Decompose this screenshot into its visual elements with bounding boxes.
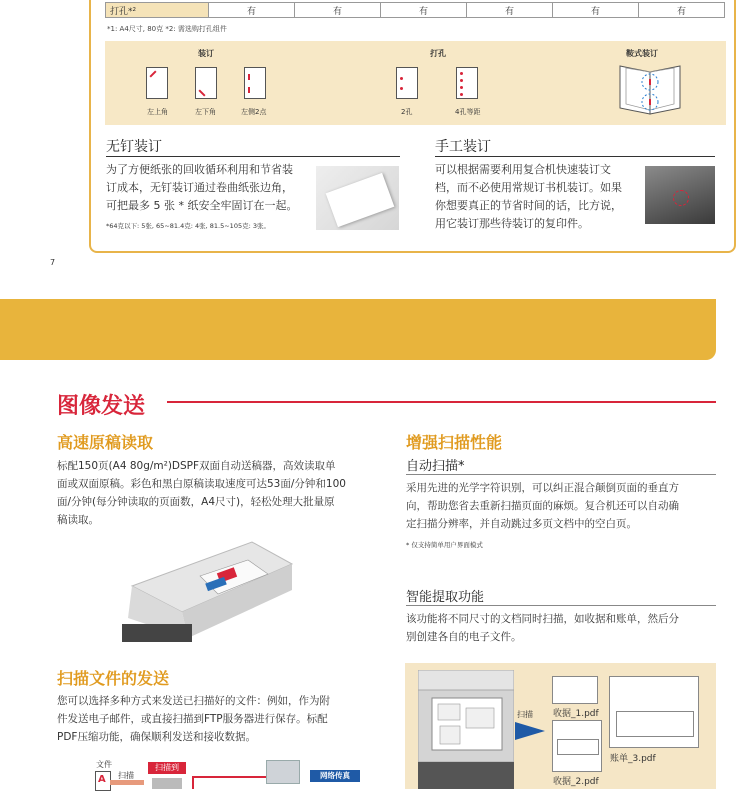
staple-two-point-icon xyxy=(244,67,266,99)
file-label: 账单_3.pdf xyxy=(610,754,656,764)
manual-staple-photo xyxy=(645,166,715,224)
table-footnote: *1: A4尺寸, 80克 *2: 需选购打孔组件 xyxy=(107,25,227,33)
fast-reading-text: 标配150页(A4 80g/m²)DSPF双面自动送稿器，高效读取单 面或双面原稿。彩色和黑白原稿读取速度可达53面/分钟和100 面/分钟(每分钟读取的页面数，A4尺寸)，轻松处理大批量原 稿读取。 xyxy=(57,460,346,526)
scan-arrow-label: 扫描 xyxy=(517,710,533,719)
divider xyxy=(435,156,715,157)
network-fax-badge: 网络传真 xyxy=(310,770,360,782)
invoice-3-thumbnail xyxy=(609,676,699,748)
receipt-1-thumbnail xyxy=(552,676,598,704)
table-cell: 有 xyxy=(209,3,295,18)
manual-staple-text: 可以根据需要利用复合机快速装订文 档，而不必使用常规订书机装订。如果 你想要真正的节省时间的话，比方说， 用它装订那些待装订的复印件。 xyxy=(435,163,622,230)
staple-top-left-icon xyxy=(146,67,168,99)
table-cell: 有 xyxy=(467,3,553,18)
scanner-glass-image xyxy=(418,670,514,789)
manual-staple-title: 手工装订 xyxy=(435,139,491,155)
auto-scan-subtitle: 自动扫描* xyxy=(406,459,465,474)
scan-performance-heading: 增强扫描性能 xyxy=(406,433,503,452)
fast-reading-heading: 高速原稿读取 xyxy=(57,433,154,452)
stapleless-text: 为了方便纸张的回收循环利用和节省装 订成本，无钉装订通过卷曲纸张边角， 可把最多 5 张 * 纸安全牢固订在一起。 xyxy=(106,163,298,212)
page-number: 7 xyxy=(50,258,56,267)
table-cell: 有 xyxy=(553,3,639,18)
row-label: 打孔*² xyxy=(106,3,209,18)
table-cell: 有 xyxy=(639,3,725,18)
section-title: 图像发送 xyxy=(57,394,146,419)
fax-machine-icon xyxy=(266,760,300,784)
printer-icon xyxy=(152,778,182,789)
diagram-file-label: 文件 xyxy=(96,760,112,769)
copier-scanner-image xyxy=(122,534,296,642)
scan-send-heading: 扫描文件的发送 xyxy=(57,669,170,688)
saddle-booklet-icon xyxy=(616,64,684,116)
punch-label: 2孔 xyxy=(401,108,413,116)
table-cell: 有 xyxy=(381,3,467,18)
divider xyxy=(406,474,716,475)
receipt-2-thumbnail xyxy=(552,720,602,772)
document-icon: A xyxy=(95,771,111,791)
scan-to-badge: 扫描到 xyxy=(148,762,186,774)
auto-scan-note: * 仅支持简单用户界面模式 xyxy=(406,541,483,549)
divider xyxy=(406,605,716,606)
divider xyxy=(106,156,400,157)
stapleless-note: *64克以下: 5张, 65~81.4克: 4张, 81.5~105克: 3张。 xyxy=(106,222,270,230)
staple-title: 装订 xyxy=(198,49,214,58)
staple-label: 左下角 xyxy=(195,108,216,116)
punch-label: 4孔等距 xyxy=(455,108,481,116)
punch-4-hole-icon xyxy=(456,67,478,99)
file-label: 收据_1.pdf xyxy=(553,709,599,719)
smart-extract-subtitle: 智能提取功能 xyxy=(406,590,485,605)
file-label: 收据_2.pdf xyxy=(553,777,599,787)
stapleless-title: 无钉装订 xyxy=(106,139,162,155)
auto-scan-text: 采用先进的光学字符识别，可以纠正混合颠倒页面的垂直方 向，帮助您省去重新扫描页面的麻烦。复合机还可以自动确 定扫描分辨率，并自动跳过多页文档中的空白页。 xyxy=(406,482,679,530)
section-band xyxy=(0,299,716,360)
table-cell: 有 xyxy=(295,3,381,18)
section-rule xyxy=(167,401,716,403)
scan-send-text: 您可以选择多种方式来发送已扫描好的文件：例如，作为附 件发送电子邮件，或直接扫描到FTP服务器进行保存。标配 PDF压缩功能，确保顺利发送和接收数据。 xyxy=(57,695,330,743)
punch-title: 打孔 xyxy=(430,49,446,58)
spec-table xyxy=(105,2,725,18)
table-row xyxy=(106,3,725,18)
stapleless-photo xyxy=(316,166,399,230)
punch-2-hole-icon xyxy=(396,67,418,99)
staple-bottom-left-icon xyxy=(195,67,217,99)
connector-line xyxy=(192,776,266,789)
diagram-scan-label: 扫描 xyxy=(118,771,134,780)
staple-label: 左上角 xyxy=(147,108,168,116)
saddle-title: 鞍式装订 xyxy=(626,49,658,58)
smart-extract-text: 该功能将不同尺寸的文档同时扫描，如收据和账单，然后分 别创建各自的电子文件。 xyxy=(406,613,679,643)
arrow-icon xyxy=(515,722,545,740)
staple-label: 左侧2点 xyxy=(241,108,267,116)
